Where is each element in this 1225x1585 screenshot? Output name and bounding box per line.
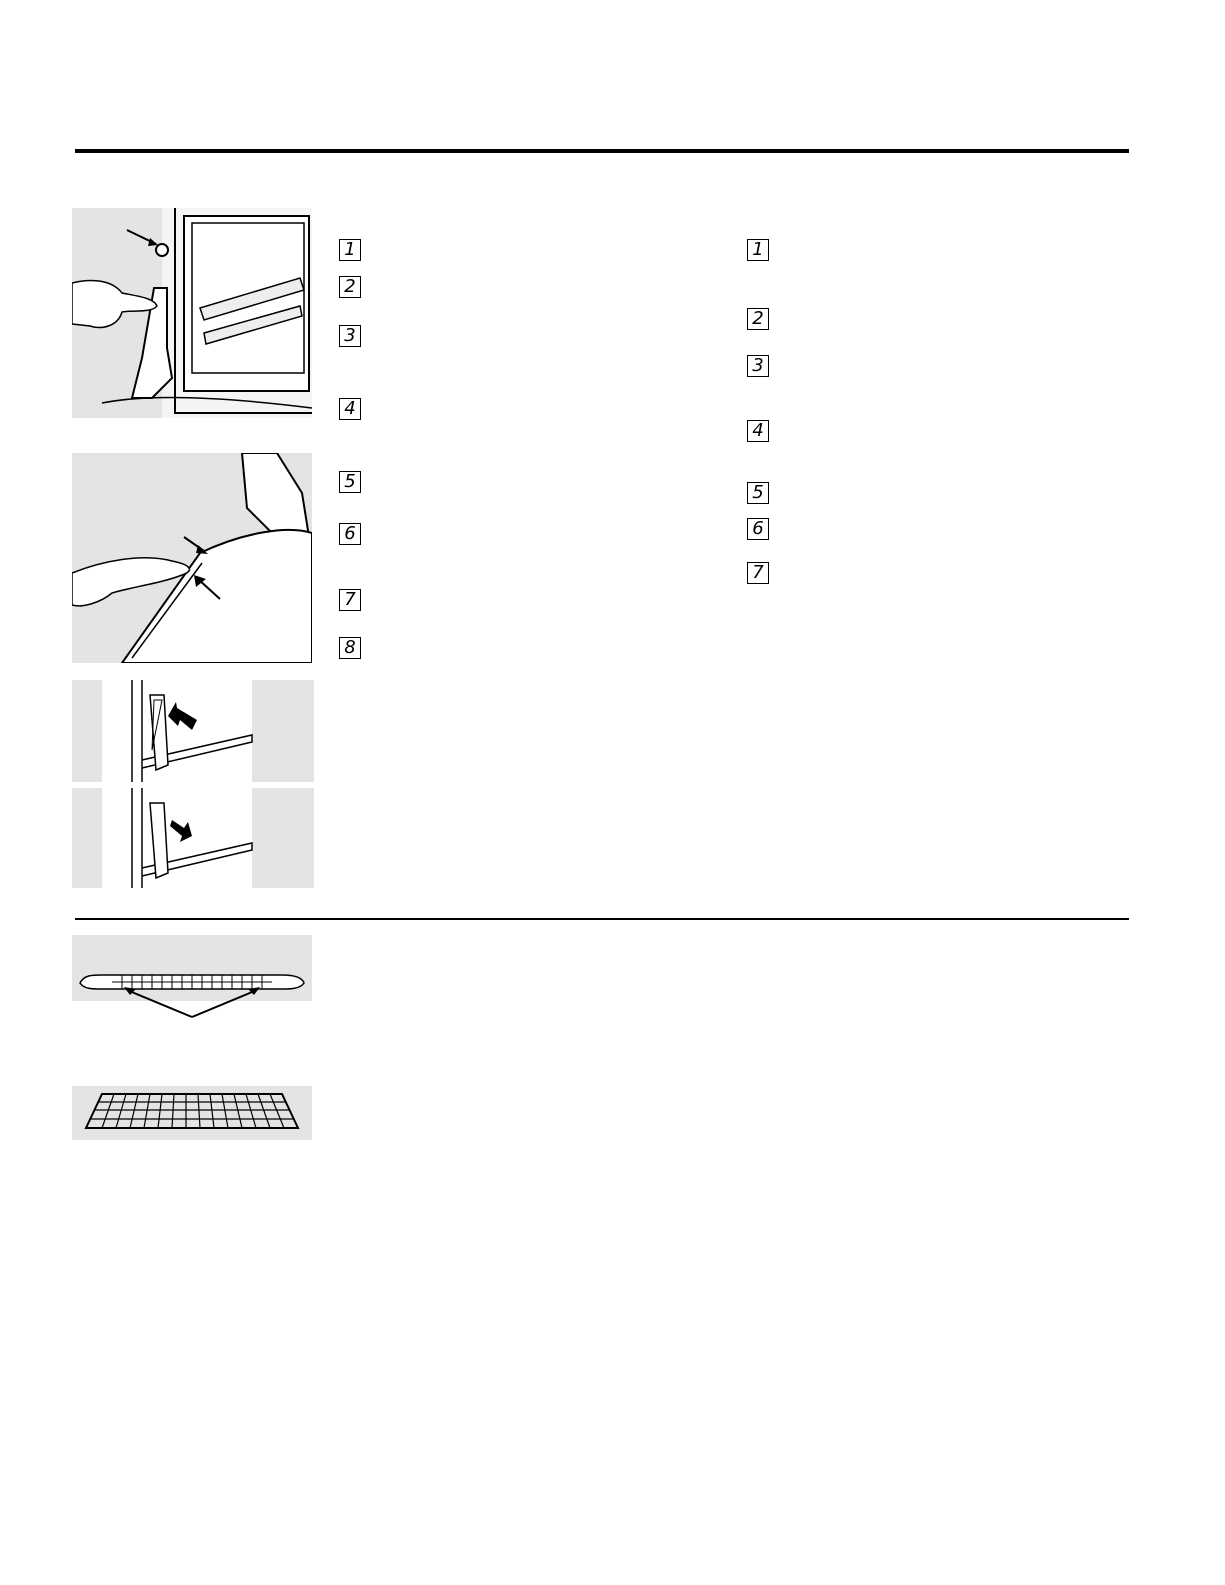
header-rule <box>75 149 1129 153</box>
right-step-6: 6 <box>747 518 769 540</box>
hinge-lock-pull-icon <box>72 788 314 888</box>
right-step-4: 4 <box>747 420 769 442</box>
section-rule <box>75 918 1129 920</box>
right-step-3: 3 <box>747 355 769 377</box>
right-step-2: 2 <box>747 308 769 330</box>
left-step-5: 5 <box>339 471 361 493</box>
oven-rack-top-icon <box>72 1086 312 1140</box>
rack-top-illustration <box>72 1086 312 1140</box>
door-removal-illustration <box>72 208 312 418</box>
left-step-3: 3 <box>339 325 361 347</box>
left-step-8: 8 <box>339 637 361 659</box>
left-step-7: 7 <box>339 589 361 611</box>
oven-door-hinge-icon <box>72 208 312 418</box>
hinge-lock-push-illustration <box>72 680 314 782</box>
hinge-lock-pull-illustration <box>72 788 314 888</box>
right-step-1: 1 <box>747 239 769 261</box>
rack-stop-arrows-icon <box>72 975 312 1025</box>
door-lift-illustration <box>72 453 312 663</box>
left-step-4: 4 <box>339 398 361 420</box>
left-step-2: 2 <box>339 276 361 298</box>
oven-door-lift-icon <box>72 453 312 663</box>
right-step-5: 5 <box>747 482 769 504</box>
hinge-lock-push-icon <box>72 680 314 782</box>
right-step-7: 7 <box>747 562 769 584</box>
left-step-1: 1 <box>339 239 361 261</box>
left-step-6: 6 <box>339 523 361 545</box>
